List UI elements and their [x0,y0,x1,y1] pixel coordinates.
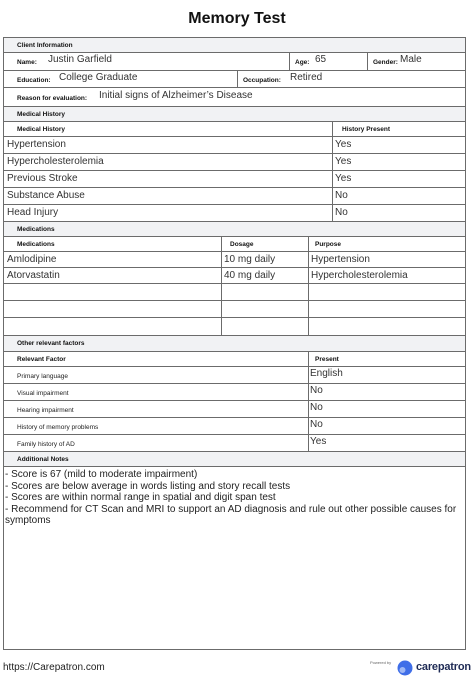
present-value[interactable]: No [335,190,348,201]
client-name-row [4,53,465,71]
age-field[interactable]: 65 [315,54,327,65]
note-line: - Recommend for CT Scan and MRI to support an AD diagnosis and rule out other possible causes for [5,503,457,515]
factor-present-value[interactable]: No [310,419,323,430]
dosage-cell [221,284,308,300]
medical-history-header [4,107,465,122]
factor-present-value[interactable]: English [310,368,343,379]
medical-history-col-label: Medical History [17,126,66,133]
client-info-heading: Client Information [17,42,73,49]
history-present-col [332,122,465,136]
medications-header [4,222,465,237]
relevant-factor-col-label: Relevant Factor [17,356,66,363]
table-row [4,418,465,435]
note-line: - Scores are within normal range in spatial and digit span test [5,492,276,503]
education-field[interactable]: College Graduate [59,72,138,83]
medications-col-label: Medications [17,241,55,248]
factor-present-cell [308,435,465,451]
factor-cell: Hearing impairment [17,407,74,414]
table-row [4,205,465,222]
present-value[interactable]: No [335,207,348,218]
note-line: - Score is 67 (mild to moderate impairment) [5,469,198,480]
factor-cell: Family history of AD [17,441,75,448]
gender-field[interactable]: Male [400,54,422,65]
factor-present-col [308,352,465,366]
medication-name-cell[interactable]: Amlodipine [7,254,57,265]
carepatron-link[interactable]: https://Carepatron.com [3,662,105,673]
table-row [4,137,465,154]
other-factors-column-row [4,352,465,367]
table-row [4,401,465,418]
memory-test-form [3,37,466,650]
powered-by-label: Powered by [370,660,392,665]
factor-cell: History of memory problems [17,424,99,431]
history-present-col-label: History Present [342,126,391,133]
condition-cell: Substance Abuse [7,190,85,201]
page-title: Memory Test [188,10,286,27]
factor-cell: Visual impairment [17,390,69,397]
factor-present-cell [308,384,465,400]
note-line: - Scores are below average in words listing and story recall tests [5,480,291,492]
purpose-cell [308,268,465,283]
client-education-row [4,71,465,88]
purpose-col [308,237,465,251]
factor-present-cell [308,401,465,417]
other-factors-heading: Other relevant factors [17,340,85,347]
factor-present-cell [308,418,465,434]
table-row [4,284,465,301]
purpose-cell [308,284,465,300]
dosage-value[interactable]: 10 mg daily [224,254,276,265]
dosage-col-label: Dosage [230,241,254,248]
purpose-cell [308,318,465,335]
dosage-col [221,237,308,251]
additional-notes-header [4,452,465,467]
reason-field[interactable]: Initial signs of Alzheimer’s Disease [99,90,253,101]
name-field[interactable]: Justin Garfield [48,54,112,65]
occupation-cell [237,71,465,87]
condition-cell: Hypertension [7,139,66,150]
age-cell [289,53,367,70]
gender-label: Gender: [373,59,398,66]
present-value[interactable]: Yes [335,156,352,167]
factor-present-value[interactable]: No [310,385,323,396]
reason-label: Reason for evaluation: [17,95,88,102]
client-reason-row [4,88,465,107]
medication-name-cell[interactable]: Atorvastatin [7,270,60,281]
occupation-label: Occupation: [243,77,281,84]
table-row [4,301,465,318]
present-cell [332,137,465,153]
table-row [4,171,465,188]
additional-notes-field[interactable] [5,469,461,527]
table-row [4,318,465,336]
factor-present-value[interactable]: Yes [310,436,327,447]
table-row [4,268,465,284]
present-cell [332,188,465,204]
condition-cell: Head Injury [7,207,59,218]
dosage-cell [221,252,308,267]
age-label: Age: [295,59,310,66]
education-label: Education: [17,77,51,84]
present-value[interactable]: Yes [335,139,352,150]
factor-present-col-label: Present [315,356,339,363]
medical-history-heading: Medical History [17,111,66,118]
purpose-value[interactable]: Hypercholesterolemia [311,270,408,281]
table-row [4,188,465,205]
medical-history-column-row [4,122,465,137]
factor-cell: Primary language [17,373,68,380]
medications-column-row [4,237,465,252]
medications-heading: Medications [17,226,55,233]
purpose-col-label: Purpose [315,241,342,248]
table-row [4,252,465,268]
note-line: symptoms [5,515,51,526]
table-row [4,384,465,401]
table-row [4,367,465,384]
condition-cell: Previous Stroke [7,173,78,184]
purpose-cell [308,301,465,317]
dosage-cell [221,318,308,335]
table-row [4,154,465,171]
carepatron-logo-text: carepatron [416,661,471,673]
purpose-cell [308,252,465,267]
dosage-cell [221,301,308,317]
client-info-header [4,38,465,53]
purpose-value[interactable]: Hypertension [311,254,370,265]
present-cell [332,154,465,170]
present-cell [332,205,465,221]
condition-cell: Hypercholesterolemia [7,156,104,167]
gender-cell [367,53,465,70]
factor-present-cell [308,367,465,383]
name-label: Name: [17,59,37,66]
table-row [4,435,465,452]
occupation-field[interactable]: Retired [290,72,323,83]
other-factors-header [4,336,465,352]
carepatron-logo-icon [397,660,413,676]
present-cell [332,171,465,187]
dosage-cell [221,268,308,283]
factor-present-value[interactable]: No [310,402,323,413]
present-value[interactable]: Yes [335,173,352,184]
dosage-value[interactable]: 40 mg daily [224,270,276,281]
additional-notes-heading: Additional Notes [17,456,69,463]
